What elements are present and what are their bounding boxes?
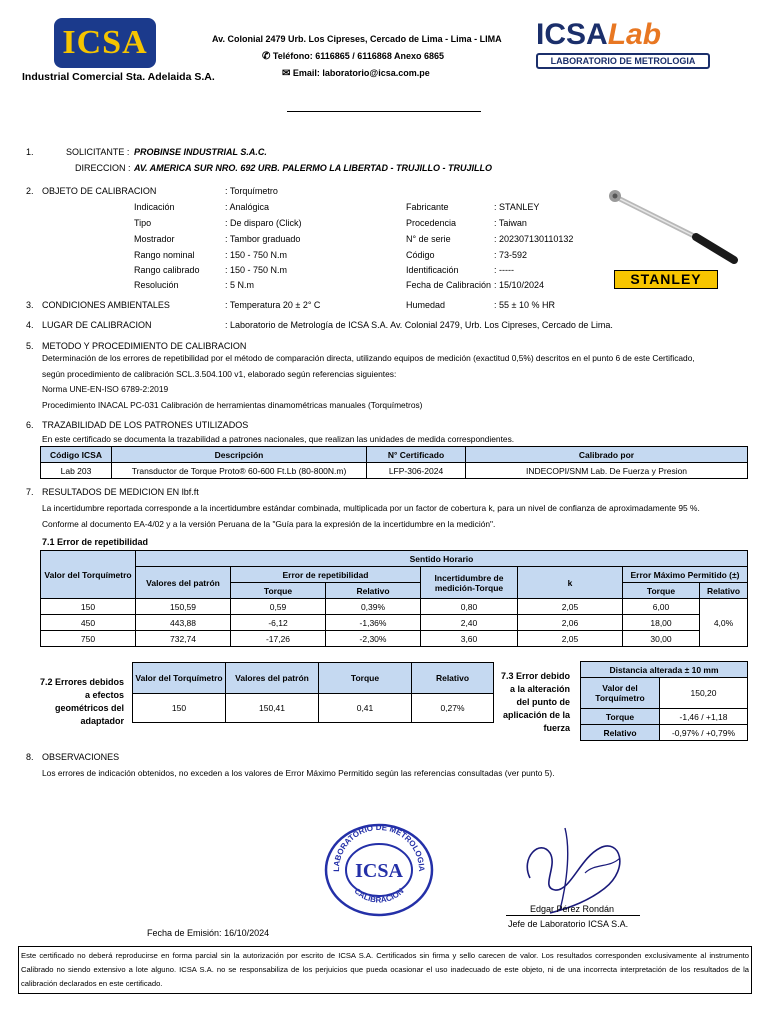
- temperature-value: : Temperatura 20 ± 2° C: [225, 300, 321, 310]
- cell: 443,88: [136, 615, 231, 631]
- spec-right-6-value: : 15/10/2024: [494, 280, 545, 290]
- header-email: ✉ Email: laboratorio@icsa.com.pe: [282, 68, 430, 79]
- icsalab-logo-sub: LABORATORIO DE METROLOGIA: [536, 53, 710, 69]
- cell: 150,41: [226, 694, 319, 723]
- section-7-number: 7.: [26, 487, 34, 497]
- signer-role: Jefe de Laboratorio ICSA S.A.: [508, 919, 629, 929]
- th-k: k: [518, 567, 623, 599]
- cell-descripcion: Transductor de Torque Proto® 60-600 Ft.Lb (80-800N.m): [112, 463, 367, 479]
- icsalab-logo-main: ICSA: [536, 18, 608, 51]
- icsa-logo-text: ICSA: [62, 24, 148, 61]
- th-valor-torquimetro: Valor del Torquímetro: [41, 551, 136, 599]
- cell: -1,36%: [326, 615, 421, 631]
- th-73-relativo: Relativo: [581, 725, 660, 741]
- th-72-patron: Valores del patrón: [226, 663, 319, 694]
- table-row: [41, 463, 748, 479]
- spec-right-5-value: : -----: [494, 265, 514, 275]
- spec-left-1-value: : Analógica: [225, 202, 270, 212]
- subsection-7-2: 7.2 Errores debidos a efectos geométricos del adaptador: [39, 677, 124, 726]
- cell: 150: [41, 599, 136, 615]
- th-incertidumbre: Incertidumbre de medición-Torque: [421, 567, 518, 599]
- cell: 750: [41, 631, 136, 647]
- cell: 2,05: [518, 599, 623, 615]
- method-line-2: según procedimiento de calibración SCL.3.504.100 v1, elaborado según referencias siguientes:: [42, 369, 397, 379]
- section-4-number: 4.: [26, 320, 34, 330]
- cell: -6,12: [231, 615, 326, 631]
- th-73-distancia: Distancia alterada ± 10 mm: [581, 662, 748, 678]
- method-line-3: Norma UNE-EN-ISO 6789-2:2019: [42, 384, 169, 394]
- company-name: Industrial Comercial Sta. Adelaida S.A.: [22, 71, 215, 83]
- spec-left-6: Resolución: [134, 280, 179, 290]
- method-line-4: Procedimiento INACAL PC-031 Calibración de herramientas dinamométricas manuales (Torquímetros): [42, 400, 423, 410]
- observations-text: Los errores de indicación obtenidos, no exceden a los valores de Error Máximo Permitido según las referencias consultadas (ver punto 5).: [42, 768, 555, 778]
- section-6-title: TRAZABILIDAD DE LOS PATRONES UTILIZADOS: [42, 420, 249, 430]
- th-73-valor: Valor del Torquímetro: [581, 678, 660, 709]
- th-valores-patron: Valores del patrón: [136, 567, 231, 599]
- subsection-7-1: 7.1 Error de repetibilidad: [42, 537, 149, 547]
- emp-relative-value: 4,0%: [700, 599, 748, 647]
- spec-left-3-value: : Tambor graduado: [225, 234, 301, 244]
- results-line-2: Conforme al documento EA-4/02 y a la versión Peruana de la "Guía para la expresión de la incertidumbre en la medición".: [42, 519, 496, 529]
- spec-right-3-value: : 202307130110132: [494, 234, 574, 244]
- th-certificado: N° Certificado: [367, 447, 466, 463]
- stamp-ring-text: LABORATORIO DE METROLOGIA: [331, 822, 427, 872]
- direccion-label: DIRECCION :: [75, 163, 131, 173]
- cell: 2,05: [518, 631, 623, 647]
- spec-right-5: Identificación: [406, 265, 459, 275]
- spec-right-4-value: : 73-592: [494, 250, 528, 260]
- stamp-center-text: ICSA: [355, 860, 403, 882]
- torque-wrench-image: [606, 186, 740, 270]
- cell: -2,30%: [326, 631, 421, 647]
- section-5-number: 5.: [26, 341, 34, 351]
- th-relativo: Relativo: [326, 583, 421, 599]
- cell: 450: [41, 615, 136, 631]
- traceability-intro: En este certificado se documenta la trazabilidad a patrones nacionales, que realizan las unidades de medida correspondientes.: [42, 434, 515, 444]
- header-address: Av. Colonial 2479 Urb. Los Cipreses, Cercado de Lima - Lima - LIMA: [212, 34, 502, 44]
- cell: 3,60: [421, 631, 518, 647]
- geometric-error-table: [132, 662, 494, 723]
- section-2-number: 2.: [26, 186, 34, 196]
- lab-stamp: [322, 822, 436, 918]
- stanley-logo: [614, 270, 718, 289]
- spec-right-6: Fecha de Calibración: [406, 280, 492, 290]
- th-72-relativo: Relativo: [412, 663, 494, 694]
- cell-calibrado: INDECOPI/SNM Lab. De Fuerza y Presion: [466, 463, 748, 479]
- th-sentido-horario: Sentido Horario: [136, 551, 748, 567]
- direccion-value: AV. AMERICA SUR NRO. 692 URB. PALERMO LA LIBERTAD - TRUJILLO - TRUJILLO: [134, 163, 493, 173]
- spec-left-4: Rango nominal: [134, 250, 195, 260]
- cell: 18,00: [623, 615, 700, 631]
- header-phone: ✆ Teléfono: 6116865 / 6116868 Anexo 6865: [262, 51, 445, 62]
- cell: 0,41: [319, 694, 412, 723]
- spec-left-2: Tipo: [134, 218, 152, 228]
- signer-name: Edgar Pérez Rondán: [530, 904, 615, 914]
- spec-right-2-value: : Taiwan: [494, 218, 527, 228]
- cell: 0,80: [421, 599, 518, 615]
- cell: 30,00: [623, 631, 700, 647]
- section-1-number: 1.: [26, 147, 34, 157]
- section-4-title: LUGAR DE CALIBRACION: [42, 320, 152, 330]
- humidity-label: Humedad: [406, 300, 446, 310]
- th-emp: Error Máximo Permitido (±): [623, 567, 748, 583]
- section-2-title: OBJETO DE CALIBRACION: [42, 186, 157, 196]
- section-3-title: CONDICIONES AMBIENTALES: [42, 300, 170, 310]
- repeatability-table: [40, 550, 748, 647]
- table-row: [133, 694, 494, 723]
- cell-73-valor: 150,20: [660, 678, 748, 709]
- th-codigo: Código ICSA: [41, 447, 112, 463]
- icsalab-logo: [536, 18, 710, 70]
- spec-right-1-value: : STANLEY: [494, 202, 540, 212]
- spec-left-6-value: : 5 N.m: [225, 280, 255, 290]
- issue-date-label: Fecha de Emisión:: [147, 928, 222, 938]
- spec-right-2: Procedencia: [406, 218, 457, 228]
- result-unit: lbf.ft: [181, 487, 199, 497]
- th-emp-torque: Torque: [623, 583, 700, 599]
- phone-icon: ✆: [262, 51, 271, 62]
- subsection-7-3: 7.3 Error debido a la alteración del punto de aplicación de la fuerza: [500, 671, 570, 733]
- cell: -17,26: [231, 631, 326, 647]
- method-line-1: Determinación de los errores de repetibilidad por el método de comparación directa, utilizando equipos de medición (exactitud 0,5%) descritos en el punto 6 de este Certificado,: [42, 353, 695, 363]
- th-torque: Torque: [231, 583, 326, 599]
- table-row: [41, 599, 748, 615]
- section-7-title: RESULTADOS DE MEDICION EN lbf.ft: [42, 487, 199, 497]
- th-emp-relativo: Relativo: [700, 583, 748, 599]
- spec-right-4: Código: [406, 250, 435, 260]
- cell-73-relativo: -0,97% / +0,79%: [660, 725, 748, 741]
- cell-codigo: Lab 203: [41, 463, 112, 479]
- section-6-number: 6.: [26, 420, 34, 430]
- section-8-title: OBSERVACIONES: [42, 752, 120, 762]
- th-error-repetibilidad: Error de repetibilidad: [231, 567, 421, 583]
- spec-right-1: Fabricante: [406, 202, 449, 212]
- section-8-number: 8.: [26, 752, 34, 762]
- header-rule: [287, 111, 481, 112]
- cell: 6,00: [623, 599, 700, 615]
- traceability-table: [40, 446, 748, 479]
- th-73-torque: Torque: [581, 709, 660, 725]
- force-point-table: [580, 661, 748, 741]
- spec-left-4-value: : 150 - 750 N.m: [225, 250, 288, 260]
- cell: 0,59: [231, 599, 326, 615]
- disclaimer-box: [18, 946, 752, 994]
- cell: 2,40: [421, 615, 518, 631]
- stanley-logo-text: STANLEY: [630, 271, 702, 287]
- object-value: : Torquímetro: [225, 186, 278, 196]
- icsalab-logo-accent: Lab: [607, 18, 662, 51]
- section-3-number: 3.: [26, 300, 34, 310]
- signature-rule: [506, 915, 640, 916]
- humidity-value: : 55 ± 10 % HR: [494, 300, 555, 310]
- cell: 150: [133, 694, 226, 723]
- cell: 0,39%: [326, 599, 421, 615]
- cell: 0,27%: [412, 694, 494, 723]
- cell: 150,59: [136, 599, 231, 615]
- cell: 2,06: [518, 615, 623, 631]
- spec-left-2-value: : De disparo (Click): [225, 218, 302, 228]
- section-5-title: METODO Y PROCEDIMIENTO DE CALIBRACION: [42, 341, 247, 351]
- results-line-1: La incertidumbre reportada corresponde a la incertidumbre estándar combinada, multiplicada por un factor de cobertura k, para un nivel de confianza de aproximadamente 95 %.: [42, 503, 700, 513]
- solicitante-label: SOLICITANTE :: [66, 147, 130, 157]
- lugar-value: : Laboratorio de Metrología de ICSA S.A. Av. Colonial 2479, Urb. Los Cipreses, Cercado de Lima.: [225, 320, 613, 330]
- issue-date-value: 16/10/2024: [224, 928, 270, 938]
- th-calibrado: Calibrado por: [466, 447, 748, 463]
- spec-left-3: Mostrador: [134, 234, 175, 244]
- th-72-torque: Torque: [319, 663, 412, 694]
- cell-73-torque: -1,46 / +1,18: [660, 709, 748, 725]
- disclaimer-text: Este certificado no deberá reproducirse en forma parcial sin la autorización por escrito de ICSA S.A. Certificados sin firma y sello carecen de valor. Los resultados corresponden exclusivamente al instrumento Calibrado no siendo extensivo a lote alguno. ICSA S.A. no se responsabiliza de los perjuicios que pueda ocasionar el uso inadecuado de este objeto, ni de una incorrecta interpretación de los resultados de la calibración declarados en este certificado.: [21, 951, 749, 988]
- solicitante-value: PROBINSE INDUSTRIAL S.A.C.: [134, 147, 267, 157]
- spec-left-5: Rango calibrado: [134, 265, 200, 275]
- spec-left-5-value: : 150 - 750 N.m: [225, 265, 288, 275]
- th-72-valor: Valor del Torquímetro: [133, 663, 226, 694]
- table-row: [41, 631, 748, 647]
- spec-right-3: N° de serie: [406, 234, 451, 244]
- mail-icon: ✉: [282, 68, 291, 79]
- spec-left-1: Indicación: [134, 202, 175, 212]
- table-row: [41, 615, 748, 631]
- issue-date: [147, 927, 269, 939]
- th-descripcion: Descripción: [112, 447, 367, 463]
- icsa-logo: [54, 18, 156, 68]
- cell-certificado: LFP-306-2024: [367, 463, 466, 479]
- cell: 732,74: [136, 631, 231, 647]
- stamp-bottom-text: CALIBRACION: [352, 886, 406, 905]
